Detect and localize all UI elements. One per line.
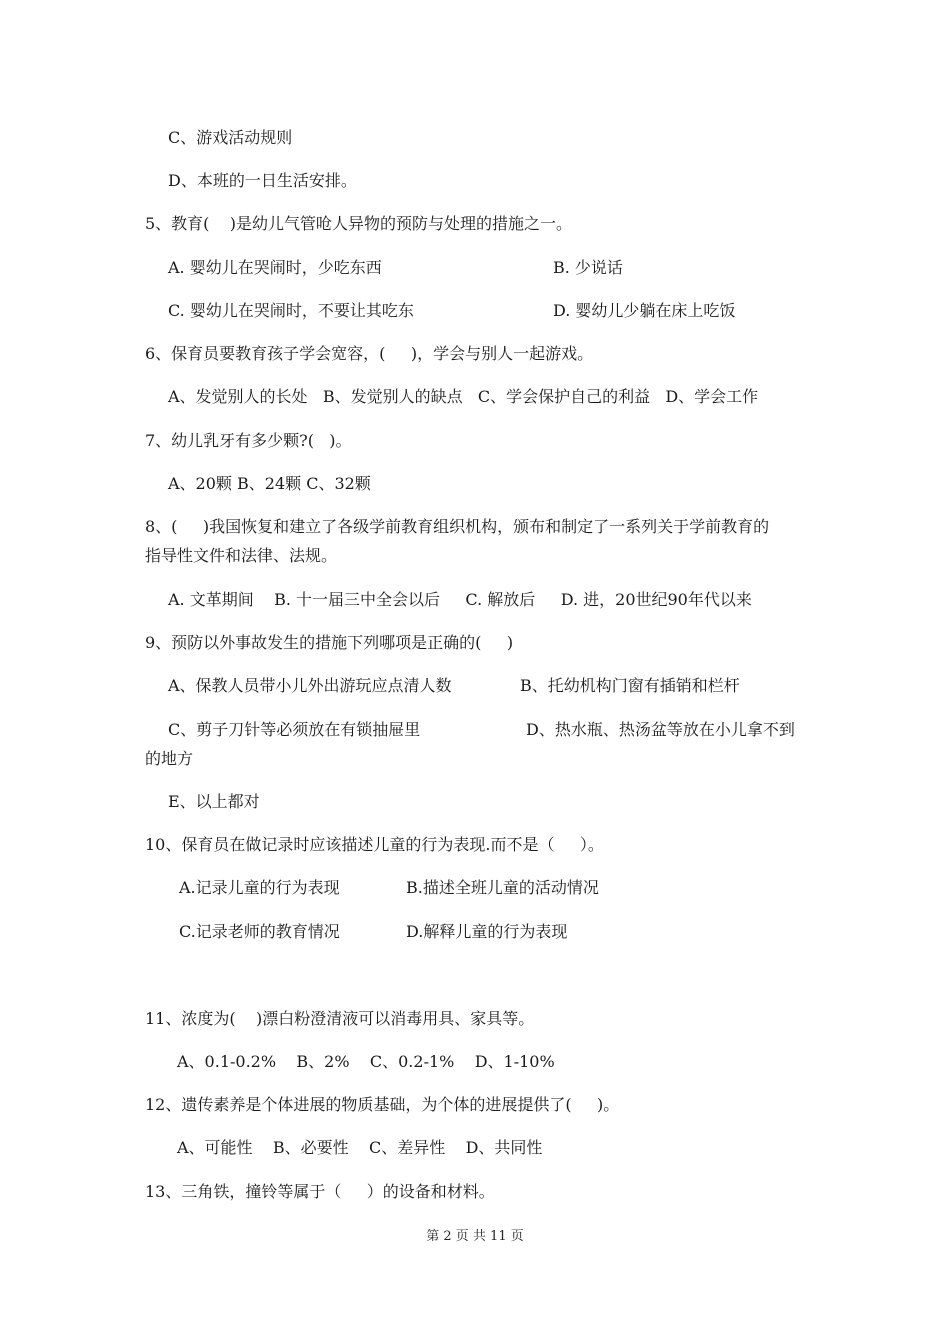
options-11: A、0.1-0.2% B、2% C、0.2-1% D、1-10% — [177, 1052, 555, 1071]
question-11: 11、浓度为( )漂白粉澄清液可以消毒用具、家具等。 — [145, 1009, 535, 1028]
question-8-line-2: 指导性文件和法律、法规。 — [145, 546, 338, 565]
option-10d: D.解释儿童的行为表现 — [406, 922, 568, 941]
question-13: 13、三角铁，撞铃等属于（ ）的设备和材料。 — [145, 1182, 495, 1201]
option-10c: C.记录老师的教育情况 — [179, 922, 340, 941]
option-9b: B、托幼机构门窗有插销和栏杆 — [520, 676, 740, 695]
option-5c: C. 婴幼儿在哭闹时，不要让其吃东 — [168, 301, 414, 320]
question-7: 7、幼儿乳牙有多少颗?( )。 — [145, 431, 352, 450]
options-7: A、20颗 B、24颗 C、32颗 — [168, 474, 371, 493]
option-4d: D、本班的一日生活安排。 — [168, 171, 357, 190]
option-9e: E、以上都对 — [168, 792, 260, 811]
option-4c: C、游戏活动规则 — [168, 128, 293, 147]
option-5d: D. 婴幼儿少躺在床上吃饭 — [553, 301, 736, 320]
option-5b: B. 少说话 — [553, 258, 623, 277]
question-5: 5、教育( )是幼儿气管呛人异物的预防与处理的措施之一。 — [145, 214, 573, 233]
options-8: A. 文革期间 B. 十一届三中全会以后 C. 解放后 D. 进，20世纪90年代以来 — [168, 590, 752, 609]
option-10a: A.记录儿童的行为表现 — [179, 878, 340, 897]
question-10: 10、保育员在做记录时应该描述儿童的行为表现.而不是（ ）。 — [145, 835, 604, 854]
question-6: 6、保育员要教育孩子学会宽容，( )，学会与别人一起游戏。 — [145, 344, 594, 363]
option-5a: A. 婴幼儿在哭闹时，少吃东西 — [168, 258, 382, 277]
option-9a: A、保教人员带小儿外出游玩应点清人数 — [168, 676, 452, 695]
question-9: 9、预防以外事故发生的措施下列哪项是正确的( ) — [145, 633, 514, 652]
page-footer: 第 2 页 共 11 页 — [426, 1229, 524, 1244]
options-6: A、发觉别人的长处 B、发觉别人的缺点 C、学会保护自己的利益 D、学会工作 — [168, 387, 759, 406]
option-10b: B.描述全班儿童的活动情况 — [406, 878, 599, 897]
option-9d: D、热水瓶、热汤盆等放在小儿拿不到 — [526, 720, 795, 739]
option-9d-wrap: 的地方 — [145, 749, 194, 768]
question-8-line-1: 8、( )我国恢复和建立了各级学前教育组织机构，颁布和制定了一系列关于学前教育的 — [145, 517, 770, 536]
options-12: A、可能性 B、必要性 C、差异性 D、共同性 — [177, 1138, 543, 1157]
option-9c: C、剪子刀针等必须放在有锁抽屉里 — [168, 720, 421, 739]
question-12: 12、遗传素养是个体进展的物质基础，为个体的进展提供了( )。 — [145, 1095, 620, 1114]
